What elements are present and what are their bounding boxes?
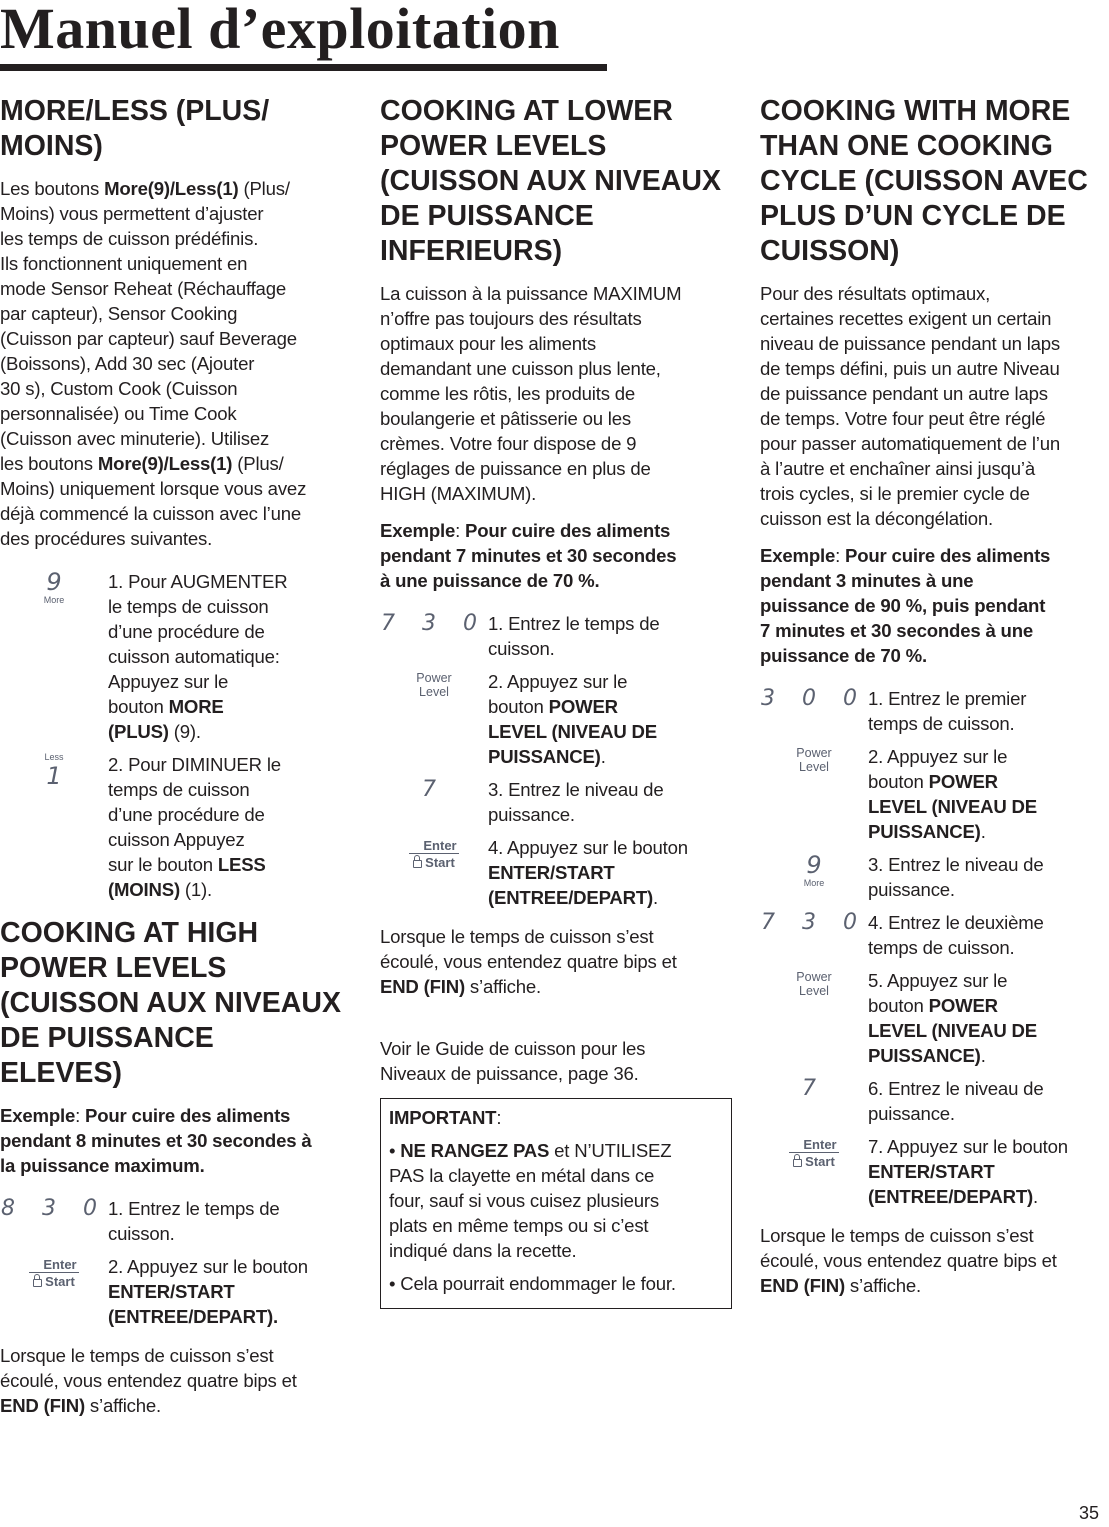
enter-word: Enter bbox=[29, 1257, 78, 1273]
text-run: Les boutons bbox=[0, 178, 105, 199]
text-run: La cuisson à la puissance MAXIMUM n’offre pas toujours des résultats optimaux pour les aliments demandant une cuisson plus lente, comme les rôtis, les produits de boulangerie et pâtisserie ou les crèmes. Votre four dispose de 9 réglages de puissance en plus de HIGH (MAXIMUM). bbox=[380, 283, 682, 504]
step-item bbox=[0, 569, 352, 744]
step-text bbox=[488, 669, 657, 769]
power-level-label bbox=[796, 970, 831, 998]
title-underline bbox=[0, 64, 607, 71]
step-text bbox=[108, 1254, 308, 1329]
text-run: 4. Appuyez sur le bouton bbox=[488, 837, 688, 858]
text-run: 4. Entrez le deuxième temps de cuisson. bbox=[868, 912, 1044, 958]
section-heading: COOKING AT HIGH POWER LEVELS (CUISSON AUX NIVEAUX DE PUISSANCE ELEVES) bbox=[0, 917, 341, 1089]
text-run: 2. Appuyez sur le bouton bbox=[488, 671, 628, 717]
text-run: (Plus/ Moins) uniquement lorsque vous avez déjà commencé la cuisson avec l’une des procédures suivantes. bbox=[0, 453, 307, 549]
power-text: Power bbox=[796, 970, 832, 984]
text-run: 3. Entrez le niveau de puissance. bbox=[488, 779, 664, 825]
bold-text: Exemple bbox=[0, 1105, 76, 1126]
digits-icon bbox=[760, 1076, 868, 1126]
text-run: : bbox=[496, 1107, 502, 1128]
text-run: . bbox=[1033, 1186, 1039, 1207]
power-level-icon bbox=[760, 968, 868, 1068]
more-icon bbox=[0, 569, 108, 744]
column-2 bbox=[380, 94, 732, 1309]
level-text: Level bbox=[799, 760, 829, 774]
bold-text: Pour cuire des aliments pendant 3 minutes à une puissance de 90 %, puis pendant 7 minutes et 30 secondes à une puissance de 70 %. bbox=[760, 545, 1051, 666]
text-run: Lorsque le temps de cuisson s’est écoulé, vous entendez quatre bips et bbox=[0, 1345, 297, 1391]
level-text: Level bbox=[799, 984, 829, 998]
text-run: 1. Entrez le premier temps de cuisson. bbox=[868, 688, 1027, 734]
enter-start-icon bbox=[0, 1254, 108, 1329]
enter-text bbox=[789, 1136, 838, 1153]
step-text bbox=[488, 777, 663, 827]
lock-icon bbox=[33, 1279, 42, 1287]
power-level-icon bbox=[760, 744, 868, 844]
text-run: 2. Appuyez sur le bouton bbox=[868, 746, 1008, 792]
bold-text: Exemple bbox=[380, 520, 456, 541]
text-run: • bbox=[389, 1140, 401, 1161]
enter-text bbox=[409, 837, 458, 854]
text-run: s’affiche. bbox=[84, 1395, 161, 1416]
text-run: (Plus/ Moins) vous permettent d’ajuster les temps de cuisson prédéfinis. Ils fonctionnent uniquement en mode Sensor Reheat (Réchauffage par capteur), Sensor Cooking (Cuisson par capteur) sauf Beverage (Boissons), Add 30 sec (Ajouter 30 s), Custom Cook (Cuisson personnalisée) ou Time Cook (Cuisson avec minuterie). Utilisez les boutons bbox=[0, 178, 297, 474]
start-text bbox=[789, 1153, 838, 1170]
paragraph bbox=[380, 518, 732, 593]
keypad-digits: 7 bbox=[422, 777, 446, 802]
text-run: 1. Entrez le temps de cuisson. bbox=[108, 1198, 280, 1244]
text-run: • Cela pourrait endommager le four. bbox=[389, 1273, 676, 1294]
key-label: More bbox=[803, 878, 825, 888]
text-run: Voir le Guide de cuisson pour les Niveaux de puissance, page 36. bbox=[380, 1038, 646, 1084]
enter-start-icon bbox=[760, 1134, 868, 1209]
text-run: : bbox=[75, 1105, 86, 1126]
step-item bbox=[380, 835, 732, 910]
step-item bbox=[760, 744, 1108, 844]
step-text bbox=[488, 835, 688, 910]
important-notice bbox=[380, 1098, 732, 1309]
power-level-label bbox=[416, 671, 451, 699]
lock-icon bbox=[413, 860, 422, 868]
text-run: 6. Entrez le niveau de puissance. bbox=[868, 1078, 1044, 1124]
notice-paragraph bbox=[389, 1138, 723, 1263]
step-text bbox=[868, 1076, 1043, 1126]
start-word: Start bbox=[425, 855, 455, 870]
start-word: Start bbox=[45, 1274, 75, 1289]
step-item bbox=[760, 1076, 1108, 1126]
paragraph bbox=[380, 281, 732, 506]
enter-word: Enter bbox=[789, 1137, 838, 1153]
bold-text: END (FIN) bbox=[380, 976, 465, 997]
enter-start-label bbox=[29, 1256, 78, 1290]
text-run: Lorsque le temps de cuisson s’est écoulé, vous entendez quatre bips et bbox=[760, 1225, 1057, 1271]
keypad-digits: 8 3 0 bbox=[1, 1196, 107, 1221]
bold-text: ENTER/START (ENTREE/DEPART). bbox=[108, 1281, 278, 1327]
section-heading: COOKING WITH MORE THAN ONE COOKING CYCLE (CUISSON AVEC PLUS D’UN CYCLE DE CUISSON) bbox=[760, 95, 1088, 267]
step-item bbox=[760, 910, 1108, 960]
text-run: s’affiche. bbox=[464, 976, 541, 997]
bold-text: END (FIN) bbox=[760, 1275, 845, 1296]
notice-paragraph bbox=[389, 1105, 723, 1130]
step-item bbox=[760, 686, 1108, 736]
step-text bbox=[868, 910, 1044, 960]
text-run: : bbox=[455, 520, 466, 541]
step-item bbox=[760, 968, 1108, 1068]
step-list bbox=[760, 686, 1108, 1209]
step-text bbox=[488, 611, 660, 661]
digits-icon bbox=[760, 686, 868, 736]
start-word: Start bbox=[805, 1154, 835, 1169]
step-item bbox=[760, 1134, 1108, 1209]
paragraph bbox=[0, 176, 352, 551]
keypad-digits: 7 3 0 bbox=[381, 611, 487, 636]
text-run: 1. Pour AUGMENTER le temps de cuisson d’une procédure de cuisson automatique: Appuyez sur le bouton bbox=[108, 571, 288, 717]
lock-icon bbox=[793, 1159, 802, 1167]
text-run: 2. Appuyez sur le bouton bbox=[108, 1256, 308, 1277]
step-item bbox=[0, 1254, 352, 1329]
keypad-digits: 7 3 0 bbox=[761, 910, 867, 935]
keypad-digits: 7 bbox=[802, 1076, 826, 1101]
keypad-key bbox=[44, 569, 65, 606]
step-list bbox=[0, 1196, 352, 1329]
step-text bbox=[868, 852, 1043, 902]
step-text bbox=[108, 1196, 280, 1246]
bold-text: ENTER/START (ENTREE/DEPART) bbox=[488, 862, 654, 908]
enter-start-label bbox=[409, 837, 458, 871]
less-icon bbox=[0, 752, 108, 902]
power-level-icon bbox=[380, 669, 488, 769]
step-text bbox=[868, 1134, 1068, 1209]
text-run: : bbox=[835, 545, 846, 566]
step-list bbox=[0, 569, 352, 902]
keypad-key bbox=[44, 752, 63, 789]
notice-paragraph bbox=[389, 1271, 723, 1296]
bold-text: LESS (MOINS) bbox=[108, 854, 266, 900]
enter-start-icon bbox=[380, 835, 488, 910]
step-text bbox=[868, 686, 1026, 736]
text-run: . bbox=[653, 887, 659, 908]
key-label: More bbox=[43, 595, 65, 605]
key-digit: 1 bbox=[46, 762, 62, 790]
bold-text: POWER LEVEL (NIVEAU DE PUISSANCE) bbox=[868, 995, 1037, 1066]
bold-text: POWER LEVEL (NIVEAU DE PUISSANCE) bbox=[488, 696, 657, 767]
power-text: Power bbox=[796, 746, 832, 760]
paragraph bbox=[0, 1103, 352, 1178]
text-run: . bbox=[980, 1045, 986, 1066]
section-heading: MORE/LESS (PLUS/ MOINS) bbox=[0, 95, 270, 162]
enter-start-label bbox=[789, 1136, 838, 1170]
step-item bbox=[760, 852, 1108, 902]
text-run: 1. Entrez le temps de cuisson. bbox=[488, 613, 660, 659]
page-title: Manuel d’exploitation bbox=[0, 0, 560, 61]
text-run: 2. Pour DIMINUER le temps de cuisson d’une procédure de cuisson Appuyez sur le bouton bbox=[108, 754, 281, 875]
start-text bbox=[29, 1273, 78, 1290]
paragraph bbox=[380, 1011, 732, 1086]
step-text bbox=[868, 744, 1037, 844]
paragraph bbox=[760, 543, 1108, 668]
key-digit: 9 bbox=[806, 851, 822, 879]
keypad-key bbox=[804, 852, 825, 889]
bold-text: ENTER/START (ENTREE/DEPART) bbox=[868, 1161, 1034, 1207]
column-1 bbox=[0, 94, 352, 1430]
bold-text: NE RANGEZ PAS bbox=[400, 1140, 550, 1161]
text-run: (1). bbox=[179, 879, 212, 900]
enter-text bbox=[29, 1256, 78, 1273]
digits-icon bbox=[0, 1196, 108, 1246]
step-text bbox=[868, 968, 1037, 1068]
key-digit: 9 bbox=[46, 568, 62, 596]
paragraph bbox=[0, 1343, 352, 1418]
paragraph bbox=[760, 281, 1108, 531]
paragraph bbox=[760, 1223, 1108, 1298]
bold-text: Pour cuire des aliments pendant 8 minutes et 30 secondes à la puissance maximum. bbox=[0, 1105, 312, 1176]
more-icon bbox=[760, 852, 868, 902]
text-run: 5. Appuyez sur le bouton bbox=[868, 970, 1008, 1016]
text-run: s’affiche. bbox=[844, 1275, 921, 1296]
bold-text: Exemple bbox=[760, 545, 836, 566]
bold-text: Pour cuire des aliments pendant 7 minutes et 30 secondes à une puissance de 70 %. bbox=[380, 520, 677, 591]
text-run: 7. Appuyez sur le bouton bbox=[868, 1136, 1068, 1157]
column-3 bbox=[760, 94, 1108, 1310]
step-list bbox=[380, 611, 732, 910]
step-text bbox=[108, 569, 288, 744]
step-item bbox=[0, 1196, 352, 1246]
keypad-digits: 3 0 0 bbox=[761, 686, 867, 711]
bold-text: More(9)/Less(1) bbox=[104, 178, 239, 199]
bold-text: POWER LEVEL (NIVEAU DE PUISSANCE) bbox=[868, 771, 1037, 842]
step-text bbox=[108, 752, 281, 902]
text-run: . bbox=[600, 746, 606, 767]
page-number: 35 bbox=[1078, 1503, 1099, 1523]
section-heading: COOKING AT LOWER POWER LEVELS (CUISSON AUX NIVEAUX DE PUISSANCE INFERIEURS) bbox=[380, 95, 721, 267]
power-level-label bbox=[796, 746, 831, 774]
start-text bbox=[409, 854, 458, 871]
bold-text: END (FIN) bbox=[0, 1395, 85, 1416]
step-item bbox=[0, 752, 352, 902]
text-run: Pour des résultats optimaux, certaines recettes exigent un certain niveau de puissance pendant un laps de temps défini, puis un autre Niveau de puissance pendant un autre laps de temps. Votre four peut être réglé pour passer automatiquement de l’un à l’autre et enchaîner ainsi jusqu’à trois cycles, si le premier cycle de cuisson est la décongélation. bbox=[760, 283, 1061, 529]
step-item bbox=[380, 777, 732, 827]
step-item bbox=[380, 611, 732, 661]
bold-text: More(9)/Less(1) bbox=[97, 453, 233, 474]
text-run: . bbox=[980, 821, 986, 842]
text-run: Lorsque le temps de cuisson s’est écoulé, vous entendez quatre bips et bbox=[380, 926, 677, 972]
text-run: 3. Entrez le niveau de puissance. bbox=[868, 854, 1044, 900]
power-text: Power bbox=[416, 671, 452, 685]
digits-icon bbox=[760, 910, 868, 960]
enter-word: Enter bbox=[409, 838, 458, 854]
step-item bbox=[380, 669, 732, 769]
key-label: Less bbox=[44, 752, 64, 762]
digits-icon bbox=[380, 777, 488, 827]
bold-text: MORE (PLUS) bbox=[108, 696, 224, 742]
bold-text: IMPORTANT bbox=[389, 1107, 497, 1128]
level-text: Level bbox=[419, 685, 449, 699]
digits-icon bbox=[380, 611, 488, 661]
paragraph bbox=[380, 924, 732, 999]
text-run: (9). bbox=[168, 721, 201, 742]
text-run: et N’UTILISEZ PAS la clayette en métal dans ce four, sauf si vous cuisez plusieurs plats en même temps ou si c’est indiqué dans la recette. bbox=[389, 1140, 672, 1261]
